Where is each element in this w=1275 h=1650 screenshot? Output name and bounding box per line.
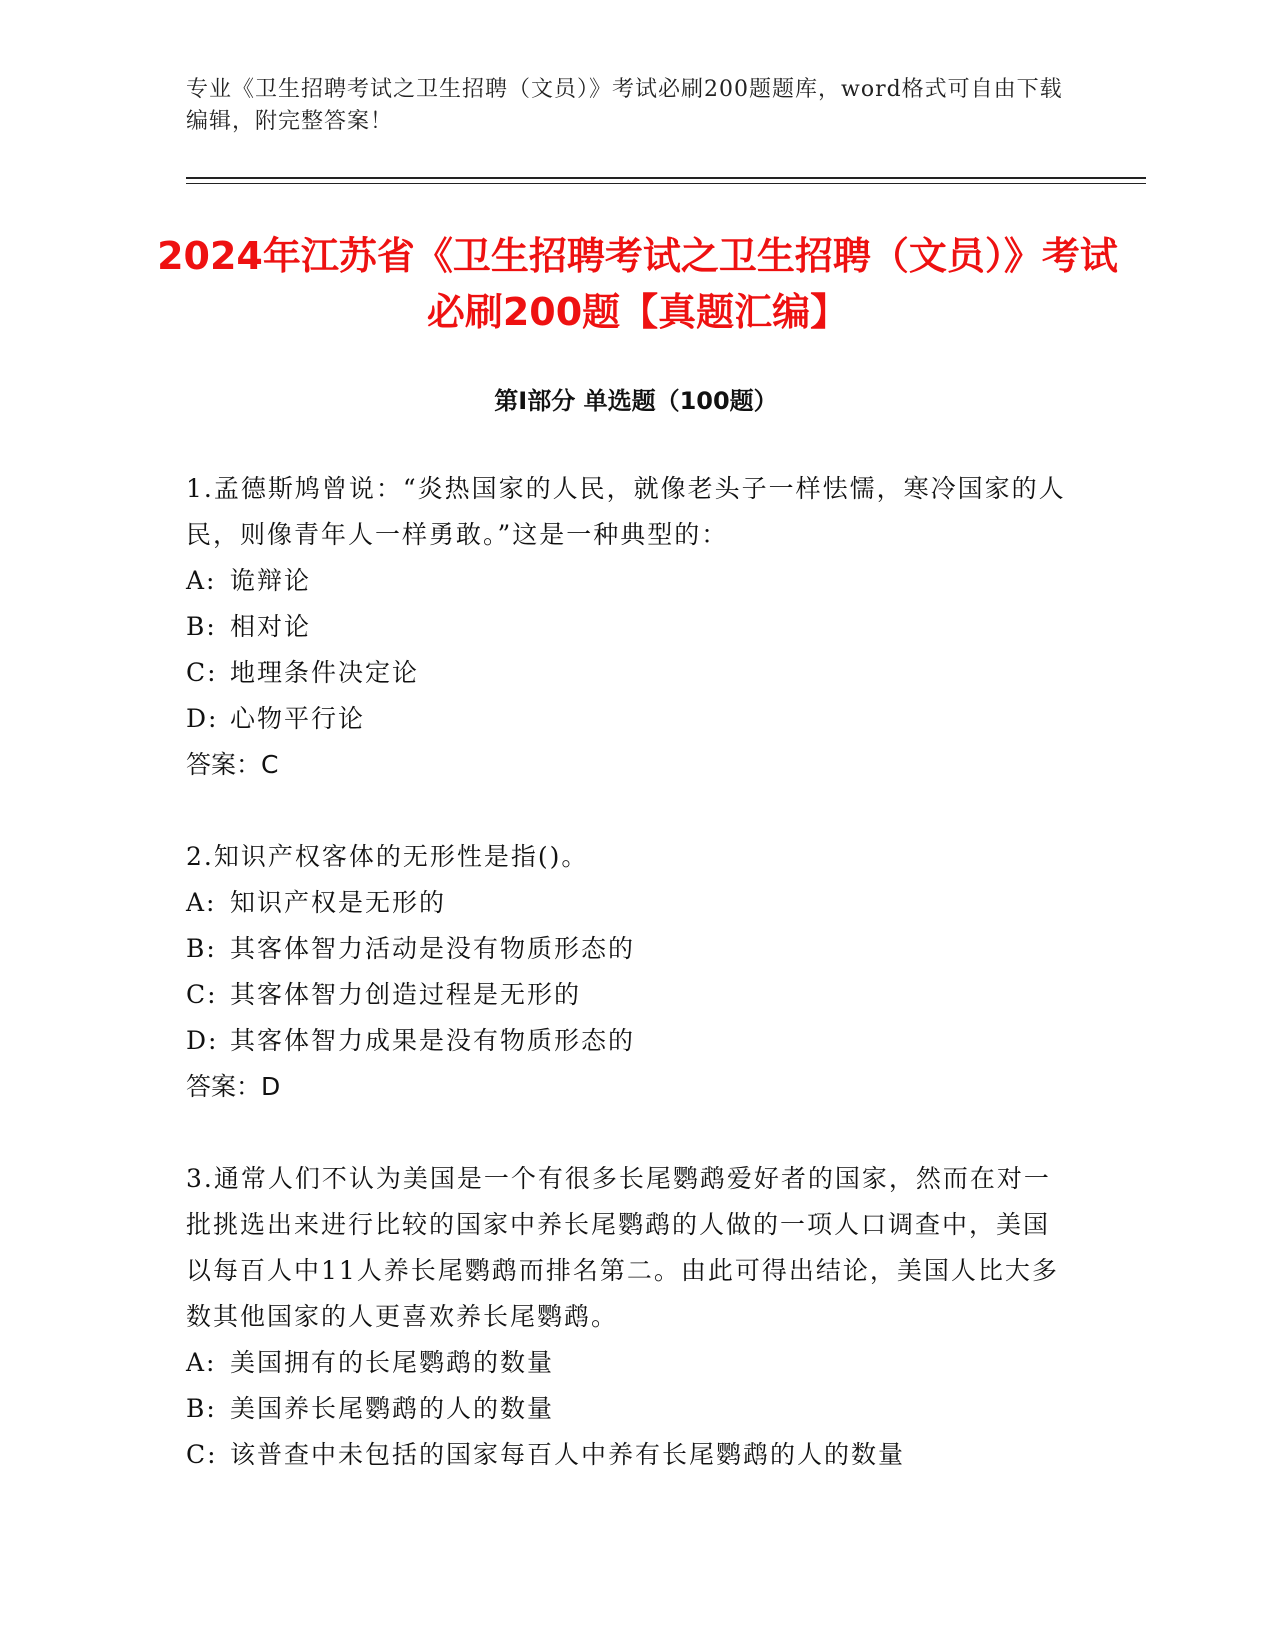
- header-rule-thick: [186, 177, 1146, 179]
- question-stem: 1.孟德斯鸠曾说：“炎热国家的人民，就像老头子一样怯懦，寒冷国家的人民，则像青年人一样勇敢。”这是一种典型的：: [186, 474, 1066, 549]
- option-text: 美国拥有的长尾鹦鹉的数量: [230, 1348, 555, 1377]
- option-letter: D:: [186, 704, 219, 733]
- question-list: [186, 466, 1066, 1524]
- option-letter: C:: [186, 1440, 218, 1469]
- option-text: 相对论: [230, 612, 312, 641]
- question-3: [186, 1156, 1066, 1478]
- answer-line: 答案：C: [186, 750, 279, 779]
- option-text: 地理条件决定论: [230, 658, 420, 687]
- option-text: 诡辩论: [230, 566, 312, 595]
- option-text: 知识产权是无形的: [230, 888, 447, 917]
- option-b: [186, 926, 1066, 972]
- header-note: 专业《卫生招聘考试之卫生招聘（文员）》考试必刷200题题库，word格式可自由下载编辑，附完整答案！: [186, 77, 1063, 134]
- option-c: [186, 1432, 1066, 1478]
- header-rule-thin: [186, 183, 1146, 184]
- option-b: [186, 604, 1066, 650]
- option-text: 其客体智力创造过程是无形的: [230, 980, 582, 1009]
- answer-line: 答案：D: [186, 1072, 281, 1101]
- option-text: 其客体智力活动是没有物质形态的: [230, 934, 636, 963]
- question-stem: 2.知识产权客体的无形性是指()。: [186, 842, 589, 871]
- option-b: [186, 1386, 1066, 1432]
- option-letter: A:: [186, 1348, 217, 1377]
- section-heading: 第Ⅰ部分 单选题（100题）: [494, 387, 778, 415]
- option-letter: C:: [186, 658, 218, 687]
- question-stem: 3.通常人们不认为美国是一个有很多长尾鹦鹉爱好者的国家，然而在对一批挑选出来进行比较的国家中养长尾鹦鹉的人做的一项人口调查中，美国以每百人中11人养长尾鹦鹉而排名第二。由此可得出结论，美国人比大多数其他国家的人更喜欢养长尾鹦鹉。: [186, 1164, 1059, 1331]
- question-1: [186, 466, 1066, 788]
- option-letter: B:: [186, 612, 217, 641]
- option-c: [186, 650, 1066, 696]
- option-a: [186, 880, 1066, 926]
- option-letter: B:: [186, 934, 217, 963]
- document-title: 2024年江苏省《卫生招聘考试之卫生招聘（文员）》考试必刷200题【真题汇编】: [157, 234, 1118, 334]
- option-text: 该普查中未包括的国家每百人中养有长尾鹦鹉的人的数量: [230, 1440, 906, 1469]
- option-text: 心物平行论: [230, 704, 366, 733]
- option-c: [186, 972, 1066, 1018]
- option-a: [186, 1340, 1066, 1386]
- option-letter: C:: [186, 980, 218, 1009]
- option-letter: A:: [186, 566, 217, 595]
- option-d: [186, 1018, 1066, 1064]
- option-letter: D:: [186, 1026, 219, 1055]
- option-letter: B:: [186, 1394, 217, 1423]
- option-d: [186, 696, 1066, 742]
- option-text: 美国养长尾鹦鹉的人的数量: [230, 1394, 555, 1423]
- option-a: [186, 558, 1066, 604]
- option-letter: A:: [186, 888, 217, 917]
- option-text: 其客体智力成果是没有物质形态的: [230, 1026, 636, 1055]
- question-2: [186, 834, 1066, 1110]
